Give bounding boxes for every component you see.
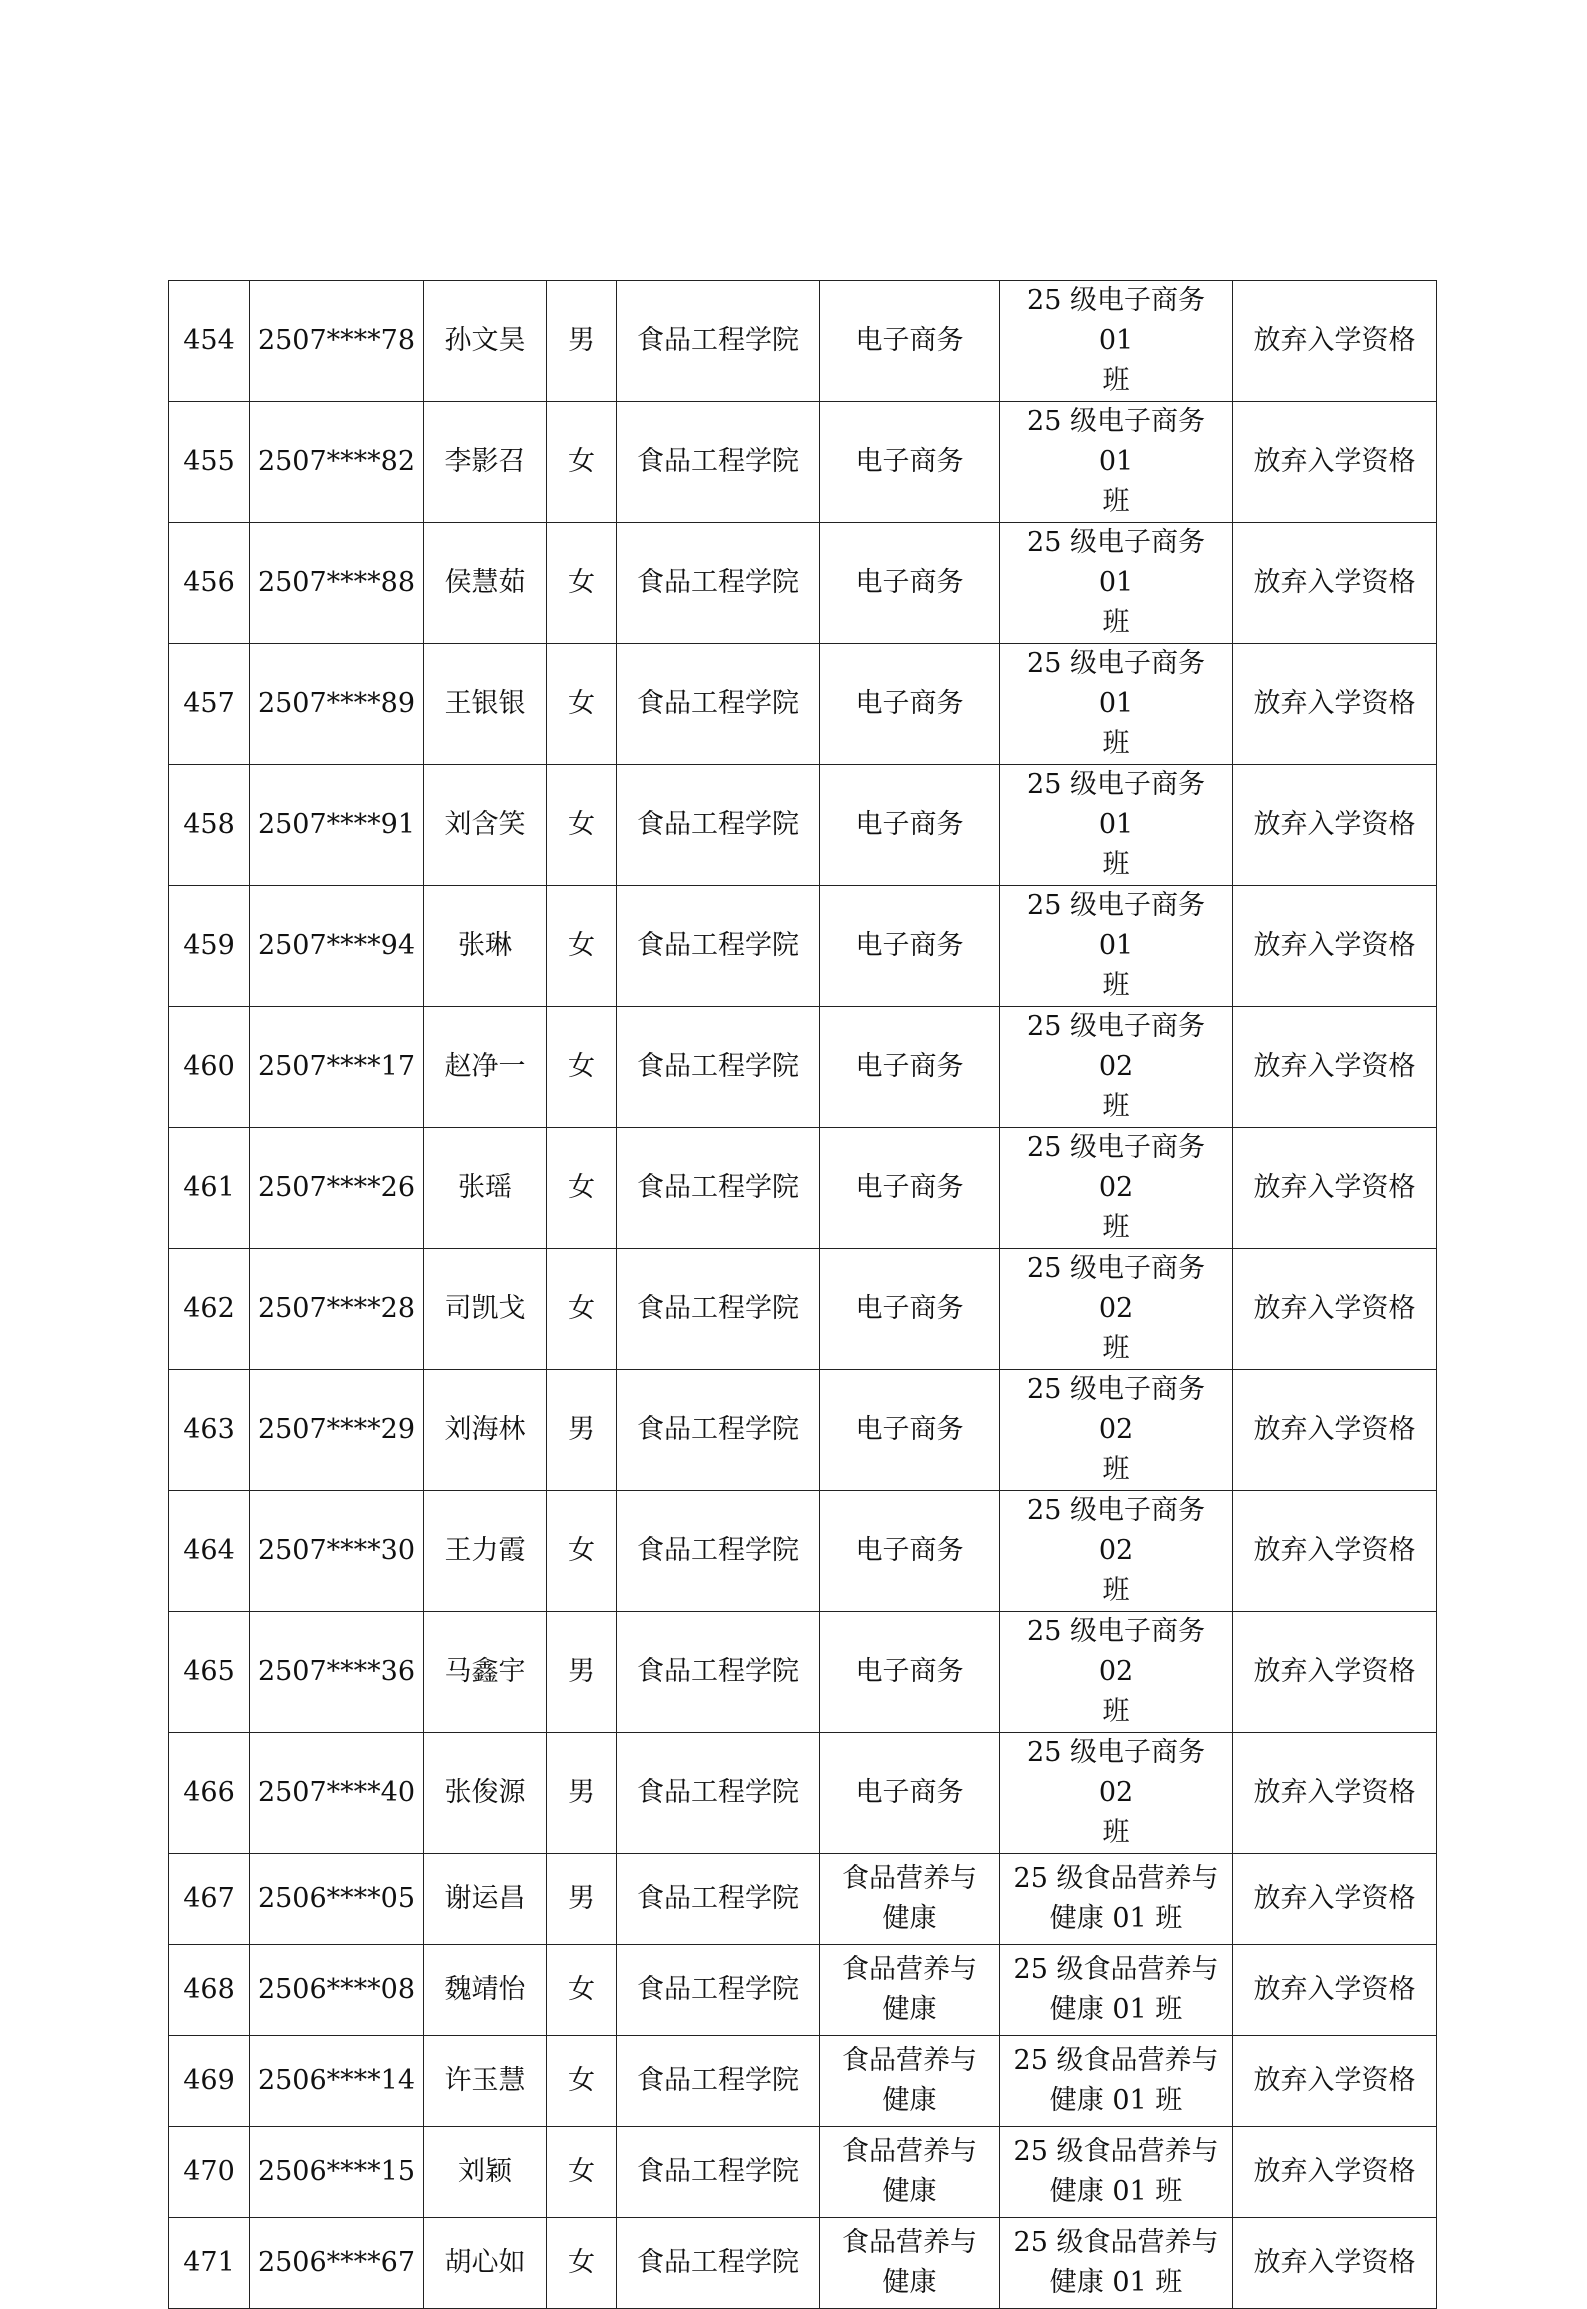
cell-status: 放弃入学资格 [1233, 523, 1437, 644]
cell-major-line: 电子商务 [855, 1414, 964, 1445]
cell-status: 放弃入学资格 [1233, 644, 1437, 765]
cell-class-line: 班 [1102, 728, 1130, 759]
cell-class [1000, 1945, 1233, 2036]
cell-college: 食品工程学院 [617, 402, 820, 523]
cell-gender: 女 [547, 523, 617, 644]
cell-class [1000, 2127, 1233, 2218]
cell-major [820, 1612, 1000, 1733]
cell-number: 463 [169, 1370, 250, 1491]
cell-number: 456 [169, 523, 250, 644]
cell-student-id: 2507****88 [250, 523, 424, 644]
cell-status: 放弃入学资格 [1233, 886, 1437, 1007]
cell-college: 食品工程学院 [617, 1370, 820, 1491]
table-row [169, 281, 1437, 402]
cell-major-line: 食品营养与 [842, 1954, 977, 1985]
cell-gender: 男 [547, 1612, 617, 1733]
cell-class-line: 班 [1102, 1454, 1130, 1485]
cell-major [820, 2036, 1000, 2127]
cell-class [1000, 1612, 1233, 1733]
cell-class-line: 班 [1102, 970, 1130, 1001]
cell-student-name: 许玉慧 [424, 2036, 547, 2127]
cell-class-line: 25 级食品营养与 [1013, 2227, 1219, 2258]
cell-major-line: 电子商务 [855, 688, 964, 719]
cell-class-line: 健康 01 班 [1049, 2176, 1183, 2207]
cell-major-line: 食品营养与 [842, 2136, 977, 2167]
table-row [169, 1491, 1437, 1612]
cell-major [820, 1249, 1000, 1370]
cell-major [820, 2127, 1000, 2218]
cell-gender: 女 [547, 1491, 617, 1612]
cell-number: 471 [169, 2218, 250, 2309]
cell-student-id: 2507****40 [250, 1733, 424, 1854]
cell-class [1000, 2218, 1233, 2309]
cell-status: 放弃入学资格 [1233, 1128, 1437, 1249]
cell-major-line: 电子商务 [855, 1777, 964, 1808]
cell-class [1000, 1249, 1233, 1370]
cell-student-name: 谢运昌 [424, 1854, 547, 1945]
cell-gender: 女 [547, 644, 617, 765]
cell-class-line: 25 级电子商务 01 [1027, 406, 1205, 477]
cell-student-name: 马鑫宇 [424, 1612, 547, 1733]
cell-college: 食品工程学院 [617, 2036, 820, 2127]
cell-class-line: 25 级电子商务 02 [1027, 1011, 1205, 1082]
cell-student-name: 张瑶 [424, 1128, 547, 1249]
cell-student-name: 刘海林 [424, 1370, 547, 1491]
cell-student-id: 2507****28 [250, 1249, 424, 1370]
cell-class [1000, 1854, 1233, 1945]
cell-status: 放弃入学资格 [1233, 2127, 1437, 2218]
cell-number: 455 [169, 402, 250, 523]
cell-status: 放弃入学资格 [1233, 1945, 1437, 2036]
cell-class [1000, 2036, 1233, 2127]
cell-major-line: 电子商务 [855, 930, 964, 961]
cell-number: 465 [169, 1612, 250, 1733]
cell-status: 放弃入学资格 [1233, 765, 1437, 886]
cell-class-line: 25 级食品营养与 [1013, 2045, 1219, 2076]
table-row [169, 2127, 1437, 2218]
cell-college: 食品工程学院 [617, 281, 820, 402]
cell-gender: 女 [547, 1128, 617, 1249]
cell-student-id: 2506****67 [250, 2218, 424, 2309]
table-row [169, 2218, 1437, 2309]
cell-student-name: 胡心如 [424, 2218, 547, 2309]
cell-major [820, 523, 1000, 644]
cell-class-line: 25 级食品营养与 [1013, 1954, 1219, 1985]
cell-major-line: 健康 [882, 2085, 937, 2116]
table-row [169, 1007, 1437, 1128]
cell-college: 食品工程学院 [617, 644, 820, 765]
cell-major-line: 电子商务 [855, 325, 964, 356]
cell-college: 食品工程学院 [617, 1733, 820, 1854]
cell-student-name: 李影召 [424, 402, 547, 523]
cell-class [1000, 1370, 1233, 1491]
cell-student-id: 2507****26 [250, 1128, 424, 1249]
cell-student-id: 2507****36 [250, 1612, 424, 1733]
table-row [169, 1854, 1437, 1945]
cell-college: 食品工程学院 [617, 1854, 820, 1945]
cell-class-line: 25 级电子商务 01 [1027, 527, 1205, 598]
cell-major [820, 886, 1000, 1007]
cell-college: 食品工程学院 [617, 1945, 820, 2036]
cell-number: 459 [169, 886, 250, 1007]
cell-major-line: 电子商务 [855, 1172, 964, 1203]
cell-student-id: 2506****05 [250, 1854, 424, 1945]
cell-student-id: 2507****29 [250, 1370, 424, 1491]
cell-class [1000, 1007, 1233, 1128]
cell-class [1000, 523, 1233, 644]
cell-number: 470 [169, 2127, 250, 2218]
cell-class-line: 班 [1102, 1817, 1130, 1848]
cell-student-id: 2507****91 [250, 765, 424, 886]
cell-student-id: 2507****78 [250, 281, 424, 402]
cell-class-line: 25 级食品营养与 [1013, 1863, 1219, 1894]
cell-student-name: 王力霞 [424, 1491, 547, 1612]
table-row [169, 765, 1437, 886]
cell-student-id: 2507****17 [250, 1007, 424, 1128]
table-row [169, 402, 1437, 523]
cell-major [820, 644, 1000, 765]
cell-major-line: 电子商务 [855, 1656, 964, 1687]
cell-gender: 女 [547, 2036, 617, 2127]
cell-class-line: 25 级电子商务 02 [1027, 1374, 1205, 1445]
cell-major [820, 1128, 1000, 1249]
cell-status: 放弃入学资格 [1233, 2218, 1437, 2309]
cell-class [1000, 1733, 1233, 1854]
cell-major-line: 电子商务 [855, 1293, 964, 1324]
table-row [169, 1733, 1437, 1854]
cell-status: 放弃入学资格 [1233, 1007, 1437, 1128]
cell-class-line: 班 [1102, 607, 1130, 638]
cell-student-name: 赵净一 [424, 1007, 547, 1128]
cell-gender: 女 [547, 765, 617, 886]
cell-major-line: 食品营养与 [842, 2045, 977, 2076]
cell-number: 461 [169, 1128, 250, 1249]
cell-class-line: 25 级电子商务 01 [1027, 285, 1205, 356]
cell-college: 食品工程学院 [617, 1491, 820, 1612]
cell-major [820, 765, 1000, 886]
cell-student-id: 2506****14 [250, 2036, 424, 2127]
cell-class [1000, 1491, 1233, 1612]
cell-college: 食品工程学院 [617, 886, 820, 1007]
cell-student-id: 2507****94 [250, 886, 424, 1007]
cell-student-name: 王银银 [424, 644, 547, 765]
table-row [169, 1370, 1437, 1491]
cell-number: 467 [169, 1854, 250, 1945]
cell-status: 放弃入学资格 [1233, 281, 1437, 402]
cell-major-line: 健康 [882, 1903, 937, 1934]
cell-class-line: 班 [1102, 1212, 1130, 1243]
cell-student-name: 魏靖怡 [424, 1945, 547, 2036]
cell-major-line: 食品营养与 [842, 2227, 977, 2258]
cell-class-line: 25 级电子商务 02 [1027, 1616, 1205, 1687]
cell-number: 466 [169, 1733, 250, 1854]
cell-gender: 女 [547, 402, 617, 523]
cell-college: 食品工程学院 [617, 2218, 820, 2309]
cell-status: 放弃入学资格 [1233, 1249, 1437, 1370]
table-row [169, 1128, 1437, 1249]
enrollment-table [168, 280, 1437, 2309]
cell-major [820, 1945, 1000, 2036]
cell-major [820, 1370, 1000, 1491]
cell-major [820, 1491, 1000, 1612]
cell-major-line: 电子商务 [855, 1051, 964, 1082]
cell-class-line: 班 [1102, 1333, 1130, 1364]
cell-class-line: 班 [1102, 486, 1130, 517]
cell-class-line: 25 级电子商务 02 [1027, 1495, 1205, 1566]
cell-status: 放弃入学资格 [1233, 1612, 1437, 1733]
cell-major-line: 电子商务 [855, 446, 964, 477]
table-row [169, 523, 1437, 644]
cell-class [1000, 644, 1233, 765]
cell-status: 放弃入学资格 [1233, 1854, 1437, 1945]
cell-college: 食品工程学院 [617, 1007, 820, 1128]
cell-gender: 男 [547, 1733, 617, 1854]
cell-major-line: 健康 [882, 1994, 937, 2025]
cell-college: 食品工程学院 [617, 1128, 820, 1249]
cell-class-line: 25 级电子商务 01 [1027, 648, 1205, 719]
cell-status: 放弃入学资格 [1233, 1733, 1437, 1854]
cell-gender: 女 [547, 1249, 617, 1370]
cell-number: 462 [169, 1249, 250, 1370]
cell-student-name: 张琳 [424, 886, 547, 1007]
cell-student-id: 2506****08 [250, 1945, 424, 2036]
cell-class-line: 班 [1102, 849, 1130, 880]
cell-major [820, 402, 1000, 523]
cell-major [820, 1733, 1000, 1854]
cell-number: 468 [169, 1945, 250, 2036]
cell-class-line: 健康 01 班 [1049, 1994, 1183, 2025]
cell-student-name: 侯慧茹 [424, 523, 547, 644]
cell-class-line: 班 [1102, 1696, 1130, 1727]
cell-class-line: 班 [1102, 1575, 1130, 1606]
cell-student-name: 刘颖 [424, 2127, 547, 2218]
cell-major-line: 电子商务 [855, 567, 964, 598]
cell-class-line: 健康 01 班 [1049, 1903, 1183, 1934]
cell-student-id: 2507****89 [250, 644, 424, 765]
cell-major-line: 食品营养与 [842, 1863, 977, 1894]
cell-number: 458 [169, 765, 250, 886]
cell-class [1000, 1128, 1233, 1249]
cell-class-line: 健康 01 班 [1049, 2085, 1183, 2116]
table-row [169, 1945, 1437, 2036]
cell-major-line: 电子商务 [855, 1535, 964, 1566]
cell-major [820, 1007, 1000, 1128]
cell-gender: 男 [547, 281, 617, 402]
cell-status: 放弃入学资格 [1233, 1370, 1437, 1491]
cell-gender: 男 [547, 1854, 617, 1945]
cell-student-name: 司凯戈 [424, 1249, 547, 1370]
cell-class [1000, 765, 1233, 886]
cell-class-line: 25 级电子商务 01 [1027, 890, 1205, 961]
table-row [169, 1249, 1437, 1370]
cell-class-line: 25 级电子商务 01 [1027, 769, 1205, 840]
cell-major-line: 健康 [882, 2176, 937, 2207]
table-row [169, 2036, 1437, 2127]
cell-status: 放弃入学资格 [1233, 402, 1437, 523]
cell-gender: 女 [547, 1945, 617, 2036]
cell-class [1000, 886, 1233, 1007]
cell-gender: 女 [547, 1007, 617, 1128]
cell-status: 放弃入学资格 [1233, 2036, 1437, 2127]
cell-student-id: 2507****82 [250, 402, 424, 523]
cell-major-line: 电子商务 [855, 809, 964, 840]
cell-class-line: 25 级电子商务 02 [1027, 1737, 1205, 1808]
cell-college: 食品工程学院 [617, 1249, 820, 1370]
cell-number: 464 [169, 1491, 250, 1612]
cell-class-line: 25 级电子商务 02 [1027, 1132, 1205, 1203]
cell-gender: 男 [547, 1370, 617, 1491]
cell-student-name: 刘含笑 [424, 765, 547, 886]
cell-college: 食品工程学院 [617, 1612, 820, 1733]
table-row [169, 1612, 1437, 1733]
cell-major-line: 健康 [882, 2267, 937, 2298]
table-row [169, 644, 1437, 765]
cell-class [1000, 281, 1233, 402]
cell-class-line: 班 [1102, 365, 1130, 396]
cell-student-id: 2506****15 [250, 2127, 424, 2218]
cell-number: 460 [169, 1007, 250, 1128]
cell-class-line: 25 级食品营养与 [1013, 2136, 1219, 2167]
table-body [169, 281, 1437, 2309]
cell-gender: 女 [547, 2127, 617, 2218]
cell-number: 469 [169, 2036, 250, 2127]
cell-gender: 女 [547, 886, 617, 1007]
cell-major [820, 281, 1000, 402]
cell-college: 食品工程学院 [617, 765, 820, 886]
cell-college: 食品工程学院 [617, 2127, 820, 2218]
cell-major [820, 2218, 1000, 2309]
cell-college: 食品工程学院 [617, 523, 820, 644]
cell-student-name: 张俊源 [424, 1733, 547, 1854]
cell-status: 放弃入学资格 [1233, 1491, 1437, 1612]
table-row [169, 886, 1437, 1007]
cell-class-line: 健康 01 班 [1049, 2267, 1183, 2298]
cell-class [1000, 402, 1233, 523]
cell-number: 457 [169, 644, 250, 765]
cell-major [820, 1854, 1000, 1945]
cell-student-name: 孙文昊 [424, 281, 547, 402]
cell-number: 454 [169, 281, 250, 402]
cell-class-line: 班 [1102, 1091, 1130, 1122]
cell-student-id: 2507****30 [250, 1491, 424, 1612]
cell-class-line: 25 级电子商务 02 [1027, 1253, 1205, 1324]
cell-gender: 女 [547, 2218, 617, 2309]
